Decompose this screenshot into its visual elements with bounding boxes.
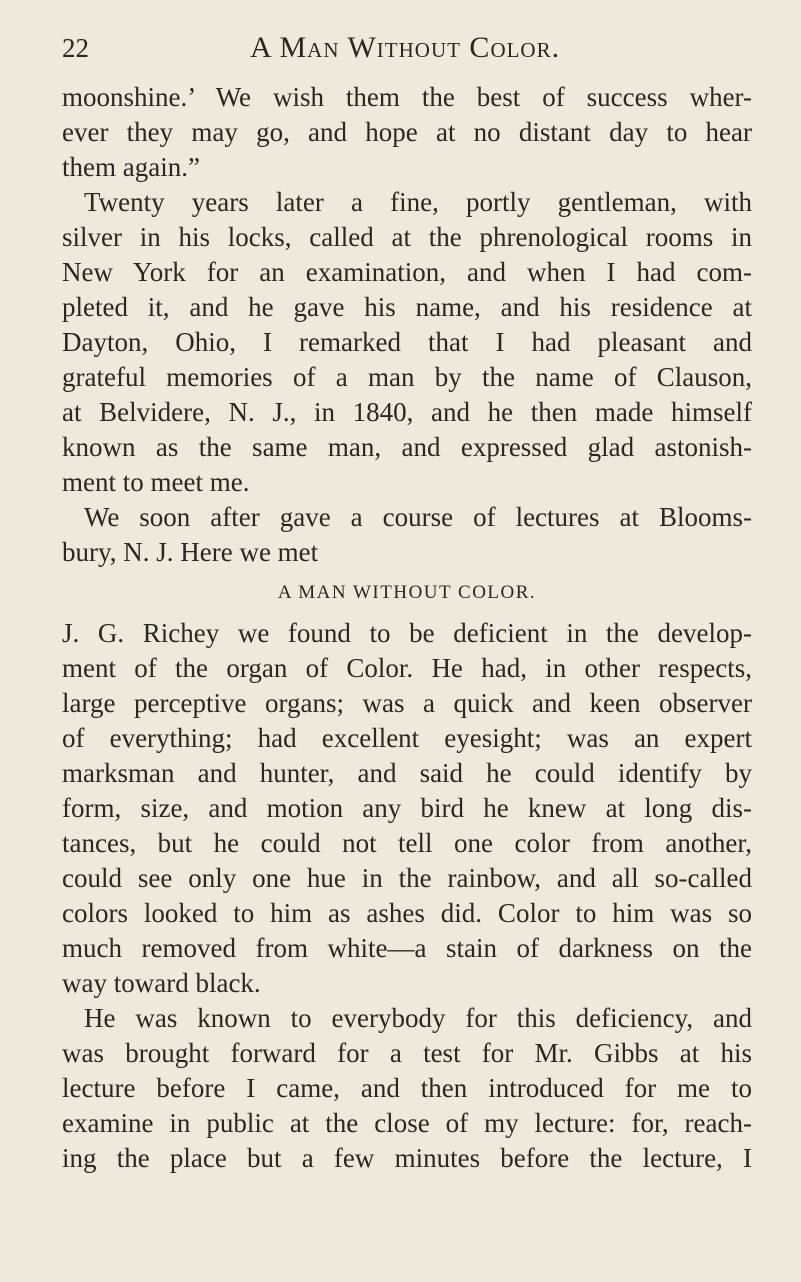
text-line: examine in public at the close of my lecture: for, reach-: [62, 1108, 752, 1138]
body-text: [62, 80, 752, 1176]
text-line: way toward black.: [62, 968, 261, 998]
paragraph-5: [62, 1001, 752, 1176]
paragraph-3: [62, 500, 752, 570]
text-line: tances, but he could not tell one color from another,: [62, 828, 752, 858]
text-line: ment of the organ of Color. He had, in other respects,: [62, 653, 752, 683]
paragraph-4: [62, 616, 752, 1001]
text-line: ever they may go, and hope at no distant day to hear: [62, 117, 752, 147]
text-line: pleted it, and he gave his name, and his residence at: [62, 292, 752, 322]
text-line: could see only one hue in the rainbow, and all so-called: [62, 863, 752, 893]
text-line: large perceptive organs; was a quick and keen observer: [62, 688, 752, 718]
text-line: at Belvidere, N. J., in 1840, and he then made himself: [62, 397, 752, 427]
text-line: ment to meet me.: [62, 467, 250, 497]
text-line: Dayton, Ohio, I remarked that I had pleasant and: [62, 327, 752, 357]
paragraph-2: [62, 185, 752, 500]
text-line: known as the same man, and expressed glad astonish-: [62, 432, 752, 462]
text-line: them again.”: [62, 152, 200, 182]
text-line: We soon after gave a course of lectures at Blooms-: [84, 502, 752, 532]
text-line: form, size, and motion any bird he knew at long dis-: [62, 793, 752, 823]
text-line: marksman and hunter, and said he could identify by: [62, 758, 752, 788]
text-line: Twenty years later a fine, portly gentleman, with: [84, 187, 752, 217]
text-line: grateful memories of a man by the name of Clauson,: [62, 362, 752, 392]
text-line: was brought forward for a test for Mr. Gibbs at his: [62, 1038, 752, 1068]
section-heading: A MAN WITHOUT COLOR.: [277, 582, 537, 603]
page-number: 22: [62, 33, 89, 63]
text-line: ing the place but a few minutes before the lecture, I: [62, 1143, 752, 1173]
text-line: New York for an examination, and when I had com-: [62, 257, 752, 287]
text-line: moonshine.’ We wish them the best of success wher-: [62, 82, 752, 112]
text-line: of everything; had excellent eyesight; was an expert: [62, 723, 752, 753]
text-line: lecture before I came, and then introduced for me to: [62, 1073, 752, 1103]
running-title: A Man Without Color.: [250, 31, 561, 64]
text-line: silver in his locks, called at the phrenological rooms in: [62, 222, 752, 252]
text-line: He was known to everybody for this deficiency, and: [84, 1003, 752, 1033]
text-line: bury, N. J. Here we met: [62, 537, 319, 567]
text-line: much removed from white—a stain of darkness on the: [62, 933, 752, 963]
text-line: colors looked to him as ashes did. Color to him was so: [62, 898, 752, 928]
paragraph-1: [62, 80, 752, 185]
text-line: J. G. Richey we found to be deficient in the develop-: [62, 618, 752, 648]
page-header: [62, 30, 752, 66]
